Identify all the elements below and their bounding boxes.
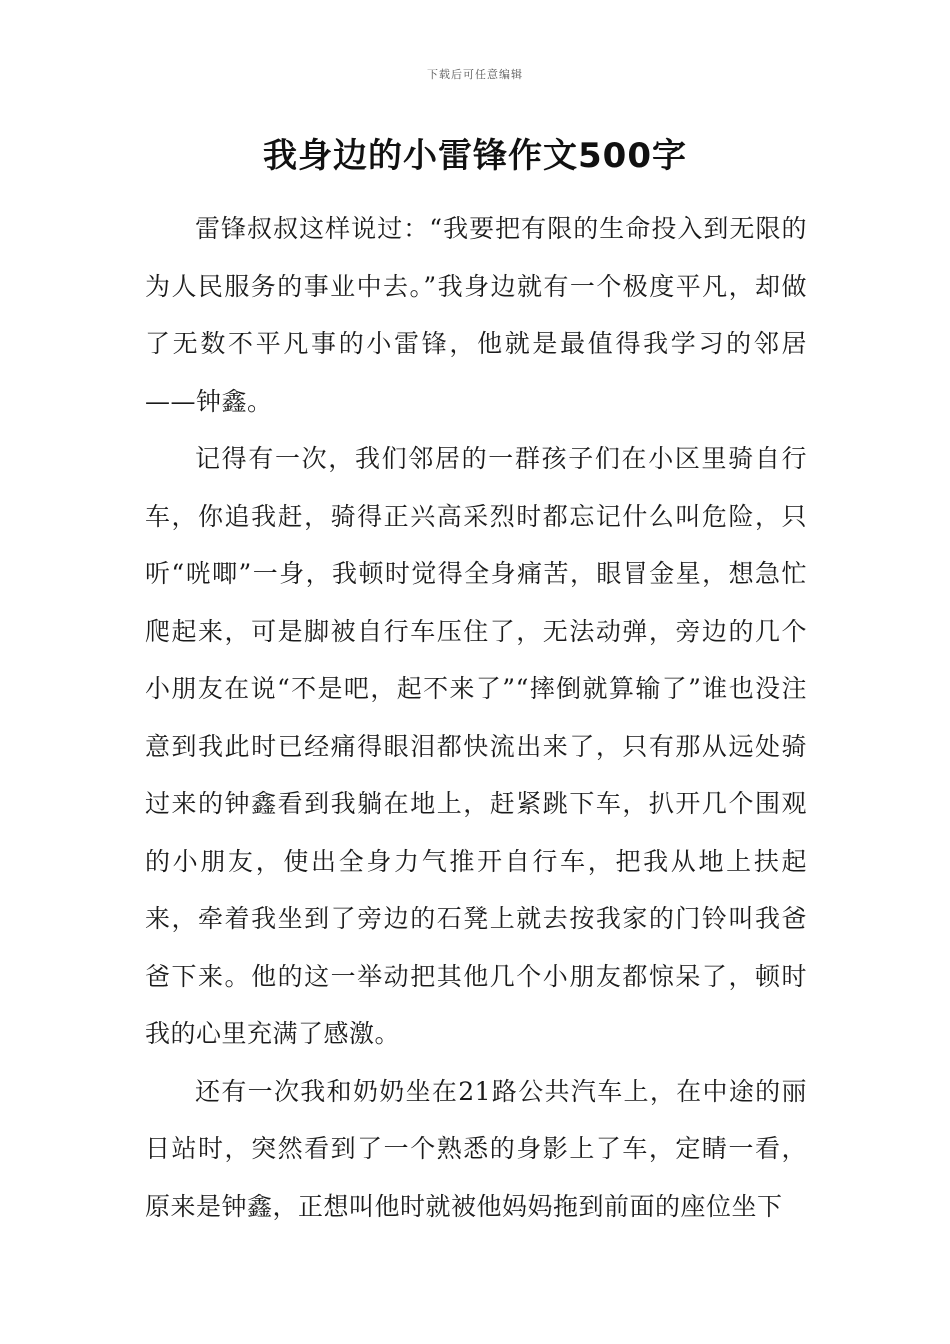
- essay-body: [145, 200, 807, 1235]
- document-title: 我身边的小雷锋作文500字: [263, 136, 687, 176]
- header-note: 下载后可任意编辑: [427, 68, 523, 81]
- paragraph-2: 记得有一次，我们邻居的一群孩子们在小区里骑自行车，你追我赶，骑得正兴高采烈时都忘记什么叫危险，只听“咣唧”一身，我顿时觉得全身痛苦，眼冒金星，想急忙爬起来，可是脚被自行车压住了，无法动弹，旁边的几个小朋友在说“不是吧，起不来了”“摔倒就算输了”谁也没注意到我此时已经痛得眼泪都快流出来了，只有那从远处骑过来的钟鑫看到我躺在地上，赶紧跳下车，扒开几个围观的小朋友，使出全身力气推开自行车，把我从地上扶起来，牵着我坐到了旁边的石凳上就去按我家的门铃叫我爸爸下来。他的这一举动把其他几个小朋友都惊呆了，顿时我的心里充满了感激。: [145, 444, 807, 1048]
- paragraph-3: 还有一次我和奶奶坐在21路公共汽车上，在中途的丽日站时，突然看到了一个熟悉的身影上了车，定睛一看，原来是钟鑫，正想叫他时就被他妈妈拖到前面的座位坐下: [145, 1076, 807, 1221]
- paragraph-1: 雷锋叔叔这样说过：“我要把有限的生命投入到无限的为人民服务的事业中去。”我身边就有一个极度平凡，却做了无数不平凡事的小雷锋，他就是最值得我学习的邻居——钟鑫。: [145, 214, 807, 416]
